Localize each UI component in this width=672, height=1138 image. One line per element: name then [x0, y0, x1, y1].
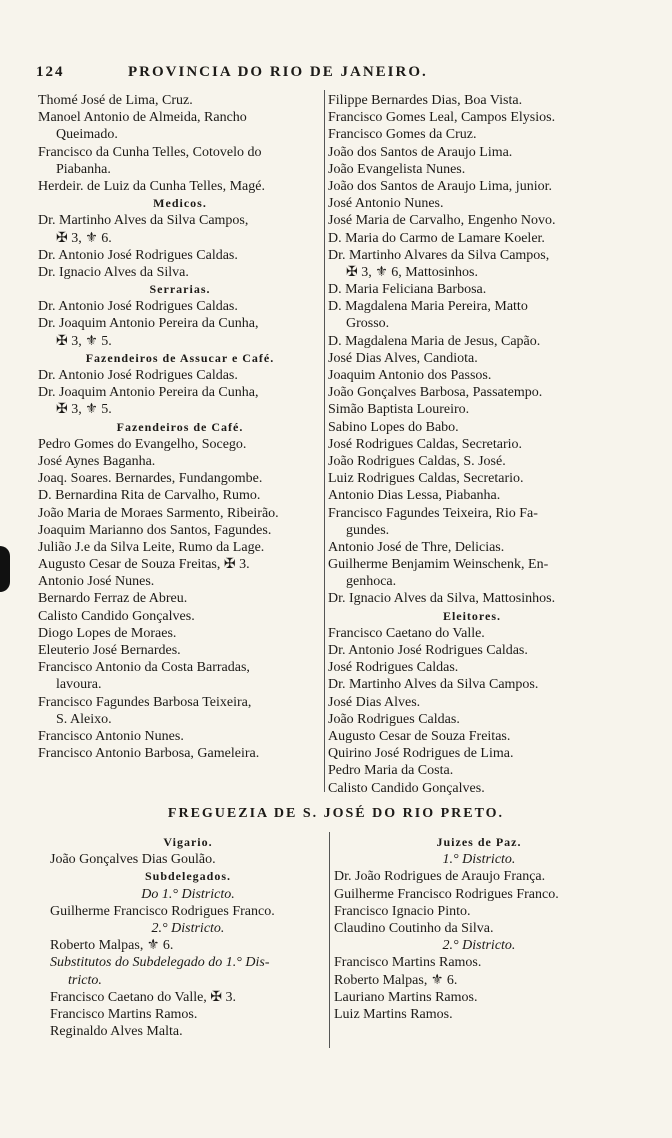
list-item: Francisco Gomes da Cruz.: [328, 127, 477, 143]
list-item: Joaquim Antonio dos Passos.: [328, 368, 492, 383]
list-item: José Dias Alves.: [328, 694, 421, 710]
list-item: Simão Baptista Loureiro.: [328, 402, 470, 418]
list-item: Dr. Martinho Alvares da Silva Campos,: [328, 247, 550, 263]
left-column: [38, 92, 322, 762]
list-item: Dr. Antonio José Rodrigues Caldas.: [328, 643, 528, 658]
list-item: João Rodrigues Caldas.: [328, 711, 460, 727]
list-item: Luiz Rodrigues Caldas, Secretario.: [328, 471, 524, 487]
parish-right-column: [334, 834, 624, 1023]
list-item: João dos Santos de Araujo Lima, junior.: [328, 178, 552, 194]
list-item: D. Maria Feliciana Barbosa.: [328, 282, 487, 298]
list-item: tricto.: [68, 972, 102, 988]
list-item: Antonio Dias Lessa, Piabanha.: [328, 488, 501, 504]
list-item: Lauriano Martins Ramos.: [334, 989, 478, 1005]
list-item: gundes.: [346, 522, 390, 538]
list-item: Francisco Antonio da Costa Barradas,: [38, 660, 250, 676]
list-item: Dr. Antonio José Rodrigues Caldas.: [38, 368, 238, 383]
section-heading: Medicos.: [153, 196, 207, 211]
list-item: Thomé José de Lima, Cruz.: [38, 93, 193, 108]
section-heading: Vigario.: [163, 835, 213, 849]
list-item: Francisco Caetano do Valle, ✠ 3.: [50, 989, 237, 1005]
list-item: Guilherme Francisco Rodrigues Franco.: [50, 903, 275, 919]
list-item: ✠ 3, ⚜ 5.: [56, 333, 112, 349]
list-item: Piabanha.: [56, 161, 111, 177]
list-item: Dr. Martinho Alves da Silva Campos,: [38, 213, 249, 229]
list-item: lavoura.: [56, 677, 102, 693]
list-item: Roberto Malpas, ⚜ 6.: [50, 938, 174, 954]
list-item: ✠ 3, ⚜ 6, Mattosinhos.: [346, 264, 479, 280]
list-item: João Rodrigues Caldas, S. José.: [328, 453, 506, 469]
list-item: Pedro Maria da Costa.: [328, 763, 454, 779]
page-edge-mark: [0, 546, 10, 592]
list-item: ✠ 3, ⚜ 6.: [56, 230, 112, 246]
list-item: Filippe Bernardes Dias, Boa Vista.: [328, 93, 523, 108]
list-item: João Evangelista Nunes.: [328, 161, 466, 177]
list-item: Dr. Antonio José Rodrigues Caldas.: [38, 299, 238, 315]
list-item: Substitutos do Subdelegado do 1.° Dis-: [50, 955, 270, 971]
list-item: José Dias Alves, Candiota.: [328, 350, 478, 366]
list-item: Francisco Antonio Nunes.: [38, 728, 184, 744]
list-item: Dr. Joaquim Antonio Pereira da Cunha,: [38, 316, 259, 332]
list-item: Joaquim Marianno dos Santos, Fagundes.: [38, 522, 272, 538]
list-item: José Rodrigues Caldas, Secretario.: [328, 436, 523, 452]
section-heading: Serrarias.: [149, 282, 211, 297]
list-item: Antonio José de Thre, Delicias.: [328, 539, 505, 555]
list-item: D. Maria do Carmo de Lamare Koeler.: [328, 230, 545, 246]
section-heading: Eleitores.: [442, 608, 502, 623]
list-item: João Maria de Moraes Sarmento, Ribeirão.: [38, 505, 279, 521]
list-item: Queimado.: [56, 127, 118, 143]
list-item: Calisto Candido Gonçalves.: [38, 608, 195, 624]
list-item: Bernardo Ferraz de Abreu.: [38, 591, 188, 607]
list-item: D. Magdalena Maria de Jesus, Capão.: [328, 333, 541, 349]
list-item: Grosso.: [346, 316, 390, 332]
list-item: João Gonçalves Barbosa, Passatempo.: [328, 385, 543, 401]
list-item: Francisco Fagundes Barbosa Teixeira,: [38, 694, 252, 710]
list-item: José Aynes Baganha.: [38, 453, 156, 469]
list-item: Dr. Ignacio Alves da Silva.: [38, 264, 189, 280]
list-item: Quirino José Rodrigues de Lima.: [328, 746, 514, 762]
list-item: Pedro Gomes do Evangelho, Socego.: [38, 436, 247, 452]
section-heading: Fazendeiros de Café.: [116, 419, 244, 434]
list-item: Francisco da Cunha Telles, Cotovelo do: [38, 144, 262, 160]
list-item: Eleuterio José Bernardes.: [38, 643, 181, 658]
section-heading: Subdelegados.: [144, 869, 232, 884]
column-divider: [324, 90, 325, 792]
list-item: 1.° Districto.: [442, 852, 516, 868]
list-item: Francisco Gomes Leal, Campos Elysios.: [328, 110, 556, 126]
list-item: Sabino Lopes do Babo.: [328, 419, 459, 435]
list-item: José Rodrigues Caldas.: [328, 660, 459, 676]
list-item: Calisto Candido Gonçalves.: [328, 780, 485, 796]
list-item: Antonio José Nunes.: [38, 574, 155, 590]
list-item: Reginaldo Alves Malta.: [50, 1024, 183, 1040]
list-item: Joaq. Soares. Bernardes, Fundangombe.: [38, 471, 263, 487]
list-item: José Maria de Carvalho, Engenho Novo.: [328, 213, 556, 229]
parish-column-divider: [329, 832, 330, 1048]
list-item: Diogo Lopes de Moraes.: [38, 625, 177, 641]
list-item: Augusto Cesar de Souza Freitas.: [328, 728, 511, 744]
list-item: genhoca.: [346, 574, 397, 590]
list-item: Luiz Martins Ramos.: [334, 1006, 453, 1022]
list-item: João dos Santos de Araujo Lima.: [328, 144, 513, 160]
list-item: Guilherme Benjamim Weinschenk, En-: [328, 557, 549, 573]
list-item: Francisco Ignacio Pinto.: [334, 903, 471, 919]
section-heading: Fazendeiros de Assucar e Café.: [85, 350, 275, 365]
list-item: D. Bernardina Rita de Carvalho, Rumo.: [38, 488, 261, 504]
list-item: Guilherme Francisco Rodrigues Franco.: [334, 886, 559, 902]
list-item: Augusto Cesar de Souza Freitas, ✠ 3.: [38, 557, 250, 573]
list-item: Dr. Joaquim Antonio Pereira da Cunha,: [38, 385, 259, 401]
list-item: José Antonio Nunes.: [328, 196, 444, 212]
parish-left-column: [50, 834, 326, 1040]
list-item: Do 1.° Districto.: [141, 886, 235, 902]
list-item: Francisco Caetano do Valle.: [328, 625, 485, 641]
list-item: Francisco Martins Ramos.: [50, 1006, 198, 1022]
list-item: ✠ 3, ⚜ 5.: [56, 402, 112, 418]
list-item: 2.° Districto.: [151, 920, 225, 936]
list-item: Dr. João Rodrigues de Araujo França.: [334, 869, 546, 885]
list-item: João Gonçalves Dias Goulão.: [50, 852, 216, 868]
list-item: D. Magdalena Maria Pereira, Matto: [328, 299, 528, 315]
list-item: Francisco Martins Ramos.: [334, 955, 482, 971]
list-item: 2.° Districto.: [442, 938, 516, 954]
list-item: Dr. Ignacio Alves da Silva, Mattosinhos.: [328, 591, 556, 607]
list-item: Herdeir. de Luiz da Cunha Telles, Magé.: [38, 178, 265, 194]
list-item: Roberto Malpas, ⚜ 6.: [334, 972, 458, 988]
page-title: PROVINCIA DO RIO DE JANEIRO.: [128, 64, 428, 80]
section-title: FREGUEZIA DE S. JOSÉ DO RIO PRETO.: [167, 806, 505, 821]
list-item: Dr. Martinho Alves da Silva Campos.: [328, 677, 539, 693]
list-item: Claudino Coutinho da Silva.: [334, 920, 494, 936]
page-header: [36, 64, 636, 88]
list-item: Julião J.e da Silva Leite, Rumo da Lage.: [38, 539, 265, 555]
page-number: 124: [36, 64, 65, 80]
right-column: [328, 92, 616, 797]
list-item: Francisco Fagundes Teixeira, Rio Fa-: [328, 505, 538, 521]
section-heading: Juizes de Paz.: [436, 835, 522, 849]
list-item: Francisco Antonio Barbosa, Gameleira.: [38, 746, 260, 762]
list-item: Manoel Antonio de Almeida, Rancho: [38, 110, 247, 126]
list-item: Dr. Antonio José Rodrigues Caldas.: [38, 247, 238, 263]
list-item: S. Aleixo.: [56, 711, 112, 727]
